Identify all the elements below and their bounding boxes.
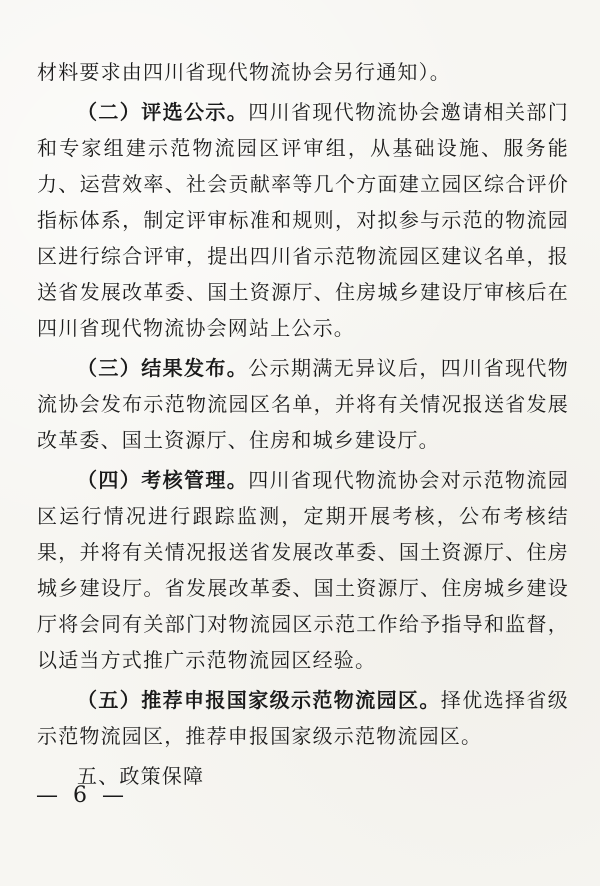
paragraph-result-release	[37, 350, 569, 458]
section-heading: （二）评选公示。	[77, 100, 249, 124]
paragraph-review-publicity	[37, 94, 569, 346]
paragraph-assessment-management	[37, 462, 569, 678]
paragraph-text: 五、政策保障	[77, 764, 205, 788]
paragraph-text: 四川省现代物流协会对示范物流园区运行情况进行跟踪监测，定期开展考核，公布考核结果，并将有关情况报送省发展改革委、国土资源厅、住房城乡建设厅。省发展改革委、国土资源厅、住房城乡建设厅将会同有关部门对物流园区示范工作给予指导和监督，以适当方式推广示范物流园区经验。	[37, 468, 569, 672]
paragraph-national-recommendation	[37, 682, 569, 754]
section-heading: （四）考核管理。	[77, 468, 249, 492]
paragraph-text: 择优选择省级示范物流园区，推荐申报国家级示范物流园区。	[37, 688, 569, 748]
section-heading: （三）结果发布。	[77, 356, 249, 380]
paragraph-continuation	[37, 54, 569, 90]
paragraph-text: 四川省现代物流协会邀请相关部门和专家组建示范物流园区评审组，从基础设施、服务能力、运营效率、社会贡献率等几个方面建立园区综合评价指标体系，制定评审标准和规则，对拟参与示范的物流园区进行综合评审，提出四川省示范物流园区建议名单，报送省发展改革委、国土资源厅、住房城乡建设厅审核后在四川省现代物流协会网站上公示。	[37, 100, 569, 340]
section-heading: （五）推荐申报国家级示范物流园区。	[77, 688, 441, 712]
document-content	[37, 54, 569, 794]
paragraph-text: 材料要求由四川省现代物流协会另行通知）。	[37, 60, 451, 84]
page-number: — 6 —	[36, 783, 128, 808]
paragraph-text: 公示期满无异议后，四川省现代物流协会发布示范物流园区名单，并将有关情况报送省发展改革委、国土资源厅、住房和城乡建设厅。	[37, 356, 569, 452]
